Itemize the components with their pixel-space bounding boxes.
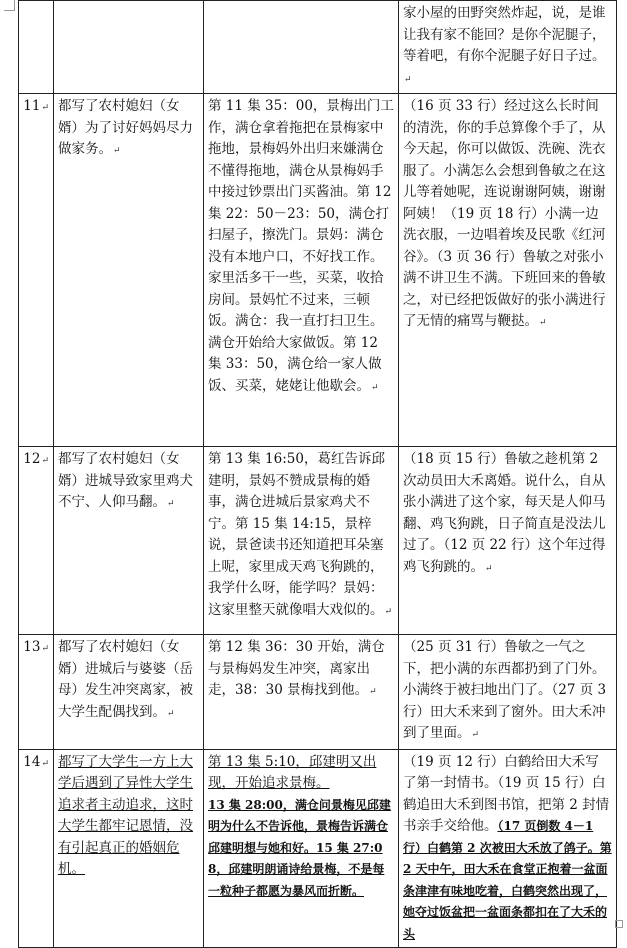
summary-cell: 都写了农村媳妇（女婿）为了讨好妈妈尽力做家务。↵	[54, 94, 204, 447]
paragraph-mark-icon: ↵	[41, 456, 49, 466]
paragraph-mark-icon: ↵	[371, 382, 379, 393]
paragraph-mark-icon: ↵	[485, 563, 493, 574]
tv-cell: 第 13 集 16:50，葛红告诉邱建明，景妈不赞成景梅的婚事，满仓进城后景家鸡犬不宁。第 15 集 14:15，景梓说，景爸读书还知道把耳朵塞上呢，家里成天鸡飞狗跳的，我学什么呀，能学吗？景妈：这家里整天就像唱大戏似的。↵	[204, 447, 399, 635]
tv-cell: 第 12 集 36：30 开始，满仓与景梅妈发生冲突，离家出走，38：30 景梅找到他。↵	[204, 635, 399, 750]
paragraph-mark-icon: ↵	[113, 146, 121, 156]
paragraph-mark-icon: ↵	[384, 606, 393, 617]
tv-cell: 第 11 集 35：00，景梅出门工作，满仓拿着拖把在景梅家中拖地，景梅妈外出归来嫌满仓不懂得拖地，满仓从景梅妈手中接过钞票出门买酱油。第 12 集 22：50－23：50，满仓打扫屋子，擦洗门。景妈：满仓没有本地户口，不好找工作。家里活多干一些，买菜，收拾房间。景妈忙不过来，三顿饭。满仓：我一直打扫卫生。满仓开始给大家做饭。第 12 集 33：50，满仓给一家人做饭、买菜，姥姥让他歇会。↵	[204, 94, 399, 447]
paragraph-mark-icon: ↵	[167, 708, 175, 719]
novel-cell: （25 页 31 行）鲁敏之一气之下，把小满的东西都扔到了门外。小满终于被扫地出门了。（27 页 3 行）田大禾来到了窗外。田大禾冲到了里面。↵	[399, 635, 617, 750]
tv-cell	[204, 1, 399, 94]
row-number-cell: 14↵	[19, 749, 54, 948]
row-number-cell	[19, 1, 54, 94]
tv-bold-text: 13 集 28:00，满仓问景梅见邱建明为什么不告诉他，景梅告诉满仓邱建明想与她和好。15 集 27:08，邱建明朗诵诗给景梅，不是每一粒种子都愿为暴风而折断。	[208, 797, 391, 898]
paragraph-mark-icon: ↵	[404, 74, 412, 85]
row-number-cell: 13↵	[19, 635, 54, 750]
row-number-cell: 12↵	[19, 447, 54, 635]
summary-cell: 都写了农村媳妇（女婿）进城导致家里鸡犬不宁、人仰马翻。↵	[54, 447, 204, 635]
paragraph-mark-icon: ↵	[41, 644, 49, 654]
page-corner-mark	[4, 0, 15, 11]
comparison-table	[18, 0, 617, 948]
tv-cell	[204, 749, 399, 948]
tv-underlined-text: 第 13 集 5:10，邱建明又出现，开始追求景梅。	[208, 753, 377, 791]
table-row	[19, 94, 617, 447]
paragraph-mark-icon: ↵	[539, 318, 547, 328]
novel-cell: （16 页 33 行）经过这么长时间的清洗，你的手总算像个手了，从今天起，你可以做饭、洗碗、洗衣服了。小满怎么会想到鲁敏之在这儿等着她呢，连说谢谢阿姨，谢谢阿姨！（19 页 18 行）小满一边洗衣服，一边唱着埃及民歌《红河谷》。（3 页 36 行）鲁敏之对张小满不讲卫生不满。下班回来的鲁敏之，对已经把饭做好的张小满进行了无情的痛骂与鞭挞。↵	[399, 94, 617, 447]
paragraph-mark-icon: ↵	[369, 687, 377, 697]
table-row	[19, 1, 617, 94]
novel-cell: （18 页 15 行）鲁敏之趁机第 2 次动员田大禾离婚。说什么，自从张小满进了这个家，每天是人仰马翻、鸡飞狗跳，日子简直是没法儿过了。（12 页 22 行）这个年过得鸡飞狗跳的。↵	[399, 447, 617, 635]
page-end-mark	[615, 920, 623, 928]
novel-cell	[399, 749, 617, 948]
novel-plain-text: （19 页 12 行）白鹤给田大禾写了第一封情书。（19 页 15 行）白鹤追田大禾到图书馆，把第 2 封情书亲手交给他。	[403, 753, 610, 834]
table-row	[19, 635, 617, 750]
summary-cell: 都写了大学生一方上大学后遇到了异性大学生追求者主动追求，这时大学生都牢记恩情，没有引起真正的婚姻危机。	[54, 749, 204, 948]
summary-cell: 都写了农村媳妇（女婿）进城后与婆婆（岳母）发生冲突离家，被大学生配偶找到。↵	[54, 635, 204, 750]
summary-cell	[54, 1, 204, 94]
row-number-cell: 11↵	[19, 94, 54, 447]
novel-cell: 家小屋的田野突然炸起，说，是谁让我有家不能回？是你仐泥腿子，等着吧，有你仐泥腿子好日子过。↵	[399, 1, 617, 94]
paragraph-mark-icon: ↵	[41, 103, 49, 113]
table-row	[19, 447, 617, 635]
paragraph-mark-icon: ↵	[471, 730, 480, 740]
novel-bold-text: （17 页倒数 4－1 行）白鹤第 2 次被田大禾放了鸽子。第 2 天中午，田大禾在食堂正抱着一盆面条津津有味地吃着，白鹤突然出现了，她夺过饭盆把一盆面条都扣在了大禾的头	[403, 819, 612, 941]
paragraph-mark-icon: ↵	[41, 758, 49, 769]
table-row	[19, 749, 617, 948]
paragraph-mark-icon: ↵	[167, 499, 175, 509]
